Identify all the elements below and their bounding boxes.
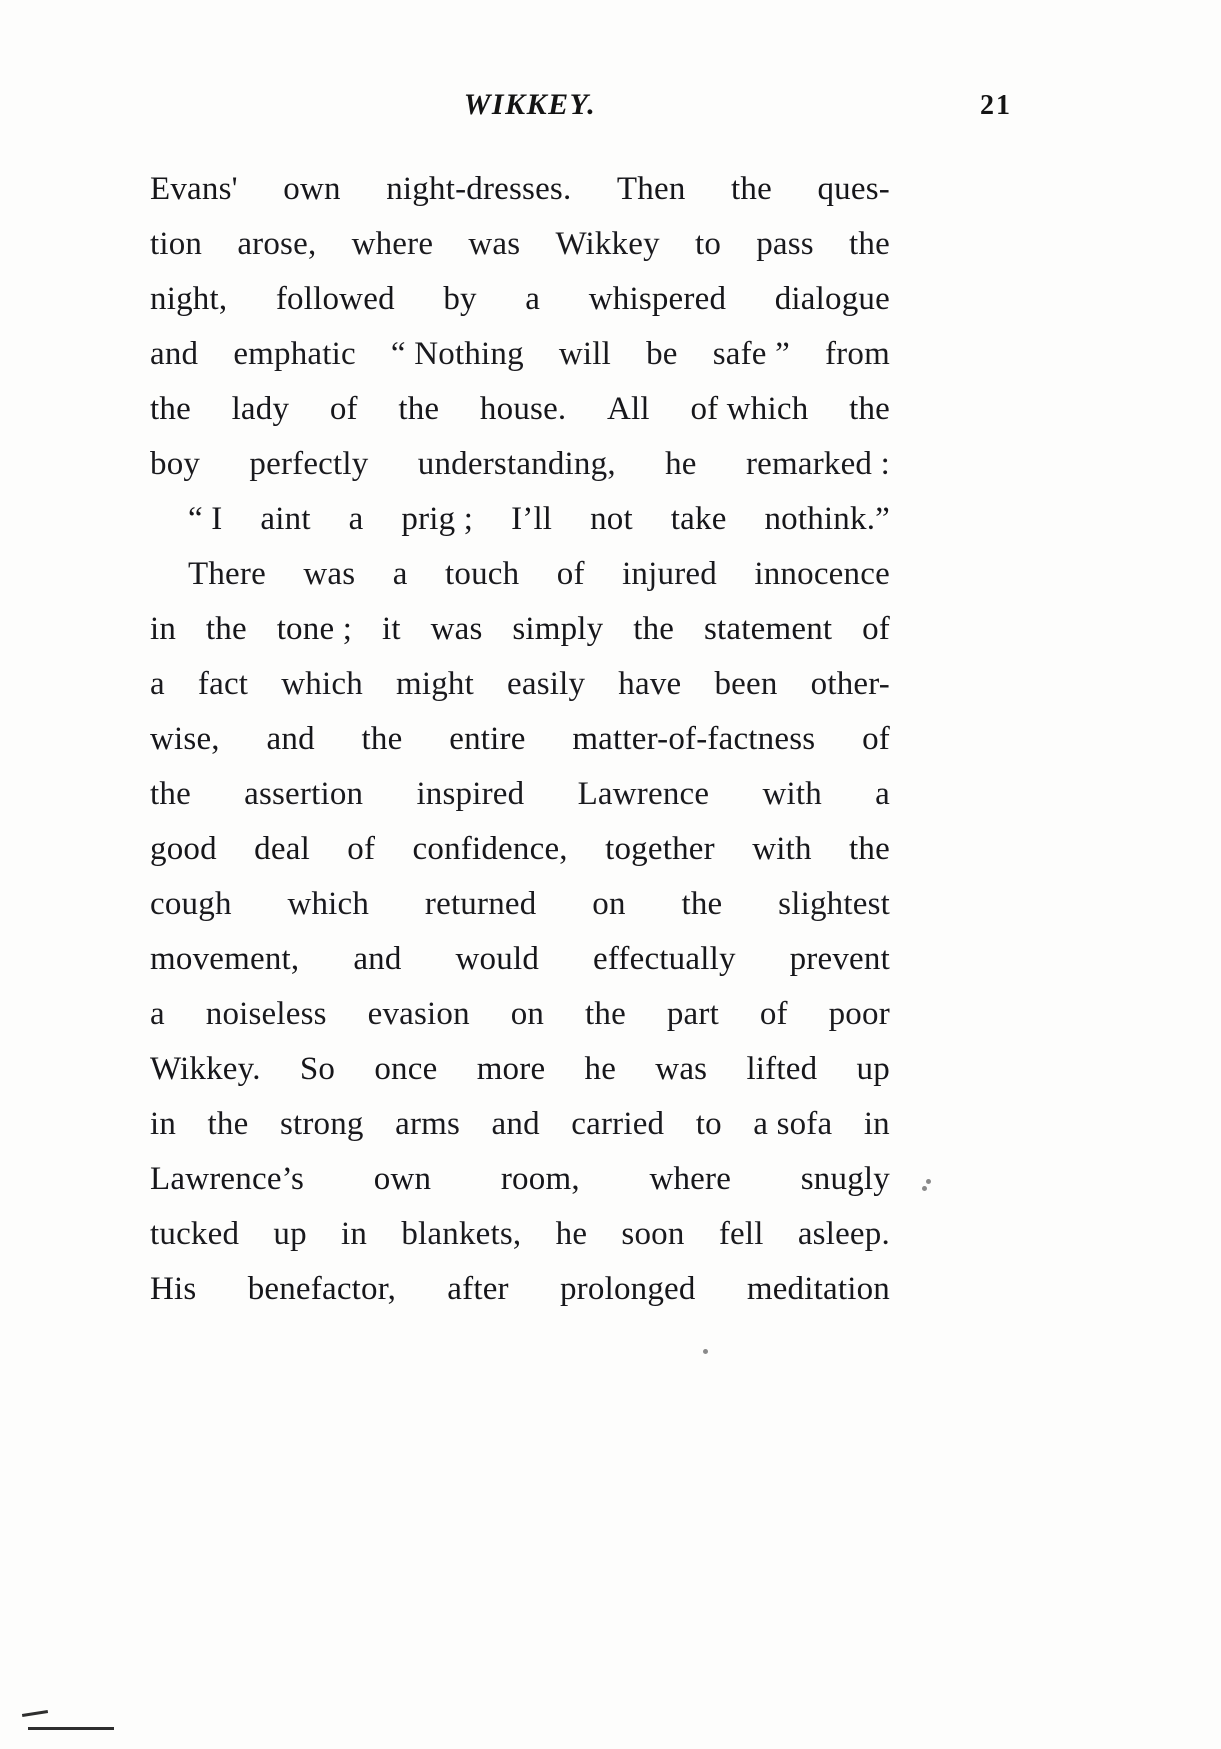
text-word: evasion: [367, 996, 470, 1032]
text-word: a sofa: [753, 1106, 833, 1142]
text-line: [150, 712, 890, 767]
text-word: with: [762, 776, 822, 812]
text-word: would: [455, 941, 540, 977]
text-word: be: [646, 336, 678, 372]
text-word: “ Nothing: [390, 336, 524, 372]
text-word: Lawrence’s: [150, 1161, 305, 1197]
text-word: the: [398, 391, 440, 427]
text-word: the: [849, 391, 890, 427]
text-word: of: [329, 391, 358, 427]
text-word: in: [150, 1106, 177, 1142]
text-word: will: [558, 336, 611, 372]
text-word: in: [150, 611, 177, 647]
text-word: own: [373, 1161, 432, 1197]
text-word: up: [273, 1216, 307, 1252]
text-word: a: [875, 776, 890, 812]
text-word: prolonged: [559, 1271, 696, 1307]
text-line: [150, 217, 890, 272]
text-word: nothink.”: [764, 501, 890, 537]
text-word: once: [374, 1051, 438, 1087]
page-number: 21: [980, 90, 1012, 121]
text-word: meditation: [746, 1271, 890, 1307]
text-word: carried: [571, 1106, 665, 1142]
text-word: asleep.: [797, 1216, 890, 1252]
text-word: benefactor,: [247, 1271, 397, 1307]
text-word: been: [714, 666, 778, 702]
text-line: [150, 1262, 890, 1317]
text-word: was: [303, 556, 356, 592]
text-word: arose,: [237, 226, 317, 262]
text-word: of: [862, 611, 890, 647]
text-word: have: [618, 666, 682, 702]
text-line: [150, 1097, 890, 1152]
text-word: perfectly: [249, 446, 369, 482]
text-word: innocence: [754, 556, 890, 592]
text-word: aint: [260, 501, 311, 537]
text-word: Wikkey: [555, 226, 660, 262]
text-word: assertion: [244, 776, 364, 812]
text-word: understanding,: [417, 446, 616, 482]
text-word: it: [381, 611, 401, 647]
text-word: a: [525, 281, 541, 317]
running-head-title: WIKKEY.: [463, 88, 597, 121]
text-word: Evans': [150, 171, 238, 207]
text-line: [150, 327, 890, 382]
text-line: [150, 822, 890, 877]
text-word: the: [361, 721, 403, 757]
text-word: Then: [616, 171, 686, 207]
text-word: with: [752, 831, 812, 867]
page-corner-scan-mark: [22, 1707, 114, 1733]
text-word: statement: [704, 611, 833, 647]
text-word: was: [468, 226, 521, 262]
text-word: take: [670, 501, 727, 537]
text-word: night,: [150, 281, 228, 317]
text-word: not: [590, 501, 633, 537]
text-word: deal: [254, 831, 310, 867]
text-word: in: [341, 1216, 368, 1252]
text-word: entire: [449, 721, 526, 757]
text-word: movement,: [150, 941, 300, 977]
text-word: part: [666, 996, 719, 1032]
text-word: effectually: [592, 941, 736, 977]
text-word: was: [430, 611, 483, 647]
text-line: [150, 162, 890, 217]
text-word: “ I: [188, 501, 223, 537]
text-word: His: [150, 1271, 197, 1307]
text-word: and: [266, 721, 315, 757]
text-word: followed: [275, 281, 395, 317]
text-word: in: [863, 1106, 890, 1142]
text-word: wise,: [150, 721, 220, 757]
text-line: [150, 602, 890, 657]
text-word: the: [207, 1106, 249, 1142]
text-word: easily: [507, 666, 586, 702]
text-word: up: [856, 1051, 890, 1087]
text-line: [150, 272, 890, 327]
scan-speck-right-lower: [922, 1186, 927, 1191]
text-word: he: [555, 1216, 588, 1252]
text-word: ques-: [817, 171, 890, 207]
text-word: house.: [479, 391, 567, 427]
text-line: [150, 877, 890, 932]
text-word: tucked: [150, 1216, 240, 1252]
text-word: lifted: [746, 1051, 818, 1087]
text-word: injured: [622, 556, 717, 592]
text-word: tion: [150, 226, 203, 262]
text-word: and: [353, 941, 402, 977]
text-word: and: [491, 1106, 540, 1142]
text-word: I’ll: [511, 501, 553, 537]
text-word: the: [205, 611, 247, 647]
text-line: [150, 987, 890, 1042]
text-word: lady: [231, 391, 290, 427]
text-word: he: [665, 446, 697, 482]
text-word: safe ”: [712, 336, 790, 372]
text-word: he: [584, 1051, 617, 1087]
text-word: the: [681, 886, 723, 922]
text-line: [150, 767, 890, 822]
text-word: together: [605, 831, 715, 867]
text-word: on: [592, 886, 626, 922]
text-word: night-dresses.: [386, 171, 572, 207]
text-word: the: [633, 611, 675, 647]
text-word: the: [731, 171, 772, 207]
text-word: might: [395, 666, 474, 702]
text-word: the: [585, 996, 626, 1032]
text-word: of: [556, 556, 585, 592]
text-word: snugly: [800, 1161, 890, 1197]
text-line: [150, 437, 890, 492]
text-word: where: [351, 226, 434, 262]
text-word: the: [849, 831, 890, 867]
text-word: pass: [756, 226, 814, 262]
text-word: remarked :: [745, 446, 890, 482]
text-word: returned: [424, 886, 537, 922]
text-word: to: [695, 1106, 722, 1142]
text-word: which: [287, 886, 370, 922]
text-word: from: [824, 336, 890, 372]
text-line: [150, 382, 890, 437]
text-word: own: [283, 171, 341, 207]
text-word: prevent: [789, 941, 890, 977]
text-word: the: [849, 226, 890, 262]
text-word: All: [607, 391, 650, 427]
text-word: of which: [690, 391, 809, 427]
text-word: dialogue: [774, 281, 890, 317]
text-word: So: [299, 1051, 336, 1087]
scan-speck-below-text: [703, 1349, 708, 1354]
text-word: inspired: [416, 776, 525, 812]
text-word: a: [150, 996, 165, 1032]
text-word: which: [281, 666, 363, 702]
text-word: tone ;: [276, 611, 353, 647]
scan-speck-right-upper: [926, 1179, 931, 1184]
text-word: the: [150, 776, 191, 812]
text-word: prig ;: [401, 501, 474, 537]
text-word: Lawrence: [577, 776, 710, 812]
text-word: noiseless: [205, 996, 327, 1032]
text-word: slightest: [778, 886, 890, 922]
text-word: of: [759, 996, 788, 1032]
text-word: to: [694, 226, 722, 262]
text-line: [150, 492, 890, 547]
text-word: strong: [279, 1106, 364, 1142]
text-word: after: [447, 1271, 509, 1307]
text-word: fact: [197, 666, 249, 702]
text-word: matter-of-factness: [572, 721, 816, 757]
corner-mark-stroke-lower: [28, 1727, 114, 1730]
text-word: blankets,: [401, 1216, 522, 1252]
text-word: simply: [512, 611, 604, 647]
text-word: cough: [150, 886, 232, 922]
text-word: soon: [621, 1216, 685, 1252]
text-line: [150, 1207, 890, 1262]
text-word: confidence,: [412, 831, 568, 867]
text-line: [150, 547, 890, 602]
text-word: of: [347, 831, 376, 867]
corner-mark-stroke-upper: [22, 1710, 48, 1717]
text-word: boy: [150, 446, 201, 482]
running-head: [150, 88, 1070, 130]
text-word: of: [862, 721, 890, 757]
text-word: more: [476, 1051, 546, 1087]
text-line: [150, 1042, 890, 1097]
text-word: touch: [445, 556, 520, 592]
text-line: [150, 1152, 890, 1207]
text-word: fell: [718, 1216, 764, 1252]
text-word: Wikkey.: [150, 1051, 261, 1087]
text-line: [150, 932, 890, 987]
text-line: [150, 657, 890, 712]
text-word: was: [655, 1051, 708, 1087]
text-word: other-: [810, 666, 890, 702]
text-word: good: [150, 831, 217, 867]
body-text-block: [150, 162, 890, 1317]
text-word: by: [443, 281, 477, 317]
text-word: and: [150, 336, 199, 372]
text-word: on: [510, 996, 545, 1032]
text-word: whispered: [588, 281, 727, 317]
text-word: where: [649, 1161, 732, 1197]
text-word: emphatic: [233, 336, 356, 372]
text-word: a: [348, 501, 364, 537]
text-word: the: [150, 391, 191, 427]
text-word: poor: [828, 996, 890, 1032]
text-word: room,: [500, 1161, 580, 1197]
text-word: There: [188, 556, 266, 592]
text-word: arms: [395, 1106, 461, 1142]
text-word: a: [150, 666, 165, 702]
text-word: a: [392, 556, 408, 592]
